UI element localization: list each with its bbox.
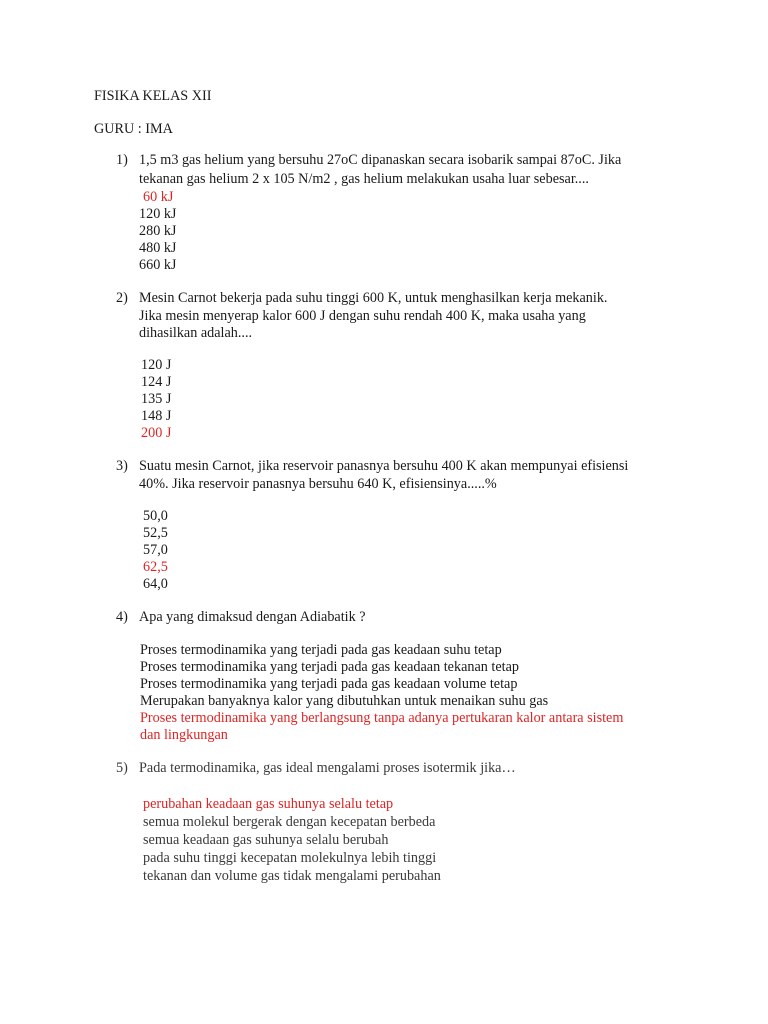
answer-option-correct: Proses termodinamika yang berlangsung tanpa adanya pertukaran kalor antara sistem: [140, 710, 624, 726]
answer-option-correct-continued: dan lingkungan: [140, 727, 228, 743]
question-text: Suatu mesin Carnot, jika reservoir panasnya bersuhu 400 K akan mempunyai efisiensi: [139, 458, 629, 474]
question-number: 2): [116, 290, 128, 306]
answer-option: 480 kJ: [139, 240, 177, 256]
answer-option: 124 J: [141, 374, 172, 390]
answer-option: 50,0: [143, 508, 168, 524]
answer-option: semua keadaan gas suhunya selalu berubah: [143, 832, 389, 848]
answer-option-correct: 200 J: [141, 425, 172, 441]
answer-option: 135 J: [141, 391, 172, 407]
answer-option: 148 J: [141, 408, 172, 424]
question-number: 3): [116, 458, 128, 474]
question-text: Pada termodinamika, gas ideal mengalami proses isotermik jika…: [139, 760, 516, 776]
answer-option: Proses termodinamika yang terjadi pada gas keadaan volume tetap: [140, 676, 518, 692]
question-number: 1): [116, 152, 128, 168]
answer-option: Merupakan banyaknya kalor yang dibutuhkan untuk menaikan suhu gas: [140, 693, 549, 709]
answer-option-correct: 60 kJ: [143, 189, 174, 205]
answer-option: 120 kJ: [139, 206, 177, 222]
question-text: tekanan gas helium 2 x 105 N/m2 , gas helium melakukan usaha luar sebesar....: [139, 171, 589, 187]
answer-option: Proses termodinamika yang terjadi pada gas keadaan tekanan tetap: [140, 659, 519, 675]
answer-option: tekanan dan volume gas tidak mengalami perubahan: [143, 868, 441, 884]
question-text: Mesin Carnot bekerja pada suhu tinggi 600 K, untuk menghasilkan kerja mekanik.: [139, 290, 608, 306]
question-text: 1,5 m3 gas helium yang bersuhu 27oC dipanaskan secara isobarik sampai 87oC. Jika: [139, 152, 622, 168]
answer-option: 280 kJ: [139, 223, 177, 239]
answer-option: 660 kJ: [139, 257, 177, 273]
doc-title: FISIKA KELAS XII: [94, 88, 212, 104]
teacher-label: GURU : IMA: [94, 121, 173, 137]
answer-option: Proses termodinamika yang terjadi pada gas keadaan suhu tetap: [140, 642, 502, 658]
question-text: Jika mesin menyerap kalor 600 J dengan suhu rendah 400 K, maka usaha yang: [139, 308, 586, 324]
answer-option: 64,0: [143, 576, 168, 592]
question-text: 40%. Jika reservoir panasnya bersuhu 640 K, efisiensinya.....%: [139, 476, 497, 492]
answer-option: 120 J: [141, 357, 172, 373]
answer-option-correct: perubahan keadaan gas suhunya selalu tetap: [143, 796, 394, 812]
answer-option: pada suhu tinggi kecepatan molekulnya lebih tinggi: [143, 850, 437, 866]
answer-option: 52,5: [143, 525, 168, 541]
answer-option: 57,0: [143, 542, 168, 558]
question-number: 4): [116, 609, 128, 625]
answer-option-correct: 62,5: [143, 559, 168, 575]
question-text: dihasilkan adalah....: [139, 325, 253, 341]
question-text: Apa yang dimaksud dengan Adiabatik ?: [139, 609, 366, 625]
answer-option: semua molekul bergerak dengan kecepatan berbeda: [143, 814, 436, 830]
question-number: 5): [116, 760, 128, 776]
